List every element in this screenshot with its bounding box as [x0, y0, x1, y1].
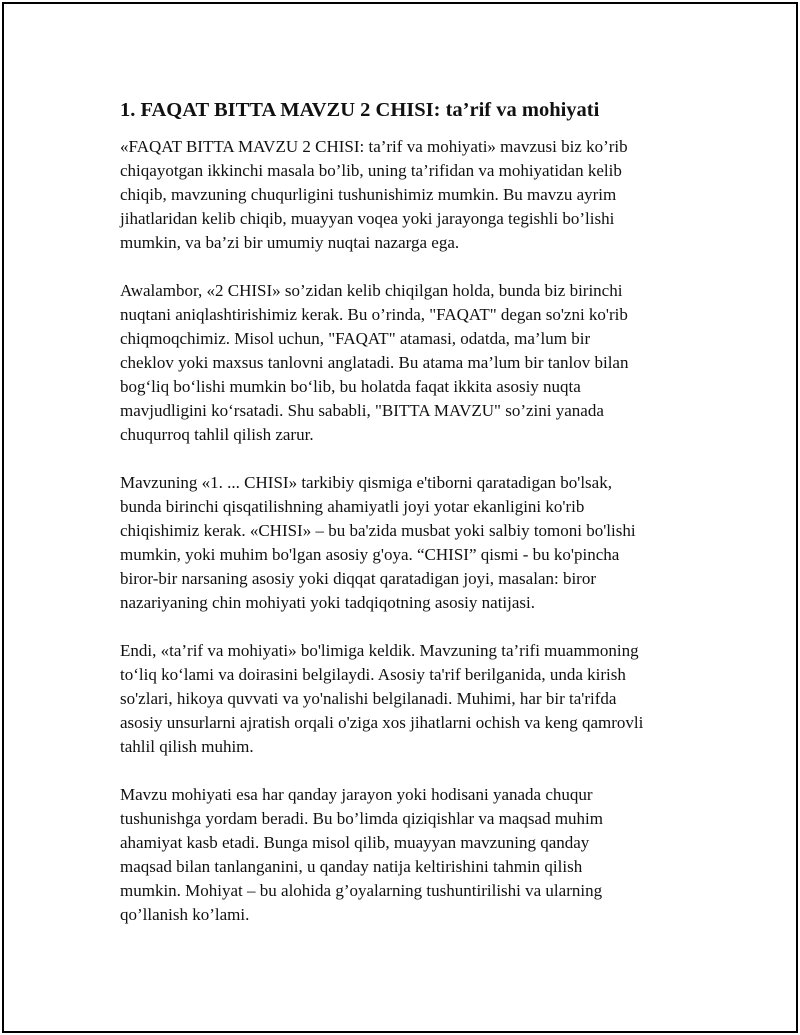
paragraph-line: mumkin, yoki muhim bo'lgan asosiy g'oya. “CHISI” qismi - bu ko'pincha — [120, 545, 620, 564]
paragraph-line: asosiy unsurlarni ajratish orqali o'ziga xos jihatlarni ochish va keng qamrovli — [120, 713, 644, 732]
paragraph-line: chuqurroq tahlil qilish zarur. — [120, 425, 314, 444]
paragraph-line: chiqishimiz kerak. «CHISI» – bu ba'zida musbat yoki salbiy tomoni bo'lishi — [120, 521, 636, 540]
paragraph-4 — [120, 639, 700, 759]
paragraph-line: to‘liq ko‘lami va doirasini belgilaydi. Asosiy ta'rif berilganida, unda kirish — [120, 665, 626, 684]
paragraph-line: mumkin. Mohiyat – bu alohida g’oyalarning tushuntirilishi va ularning — [120, 881, 603, 900]
paragraph-line: bunda birinchi qisqatilishning ahamiyatli joyi yotar ekanligini ko'rib — [120, 497, 585, 516]
document-body — [120, 97, 700, 951]
document-title: 1. FAQAT BITTA MAVZU 2 CHISI: ta’rif va mohiyati — [120, 99, 600, 121]
paragraph-5 — [120, 783, 700, 927]
paragraph-2 — [120, 279, 700, 447]
paragraph-line: jihatlaridan kelib chiqib, muayyan voqea yoki jarayonga tegishli bo’lishi — [120, 209, 615, 228]
paragraph-line: chiqib, mavzuning chuqurligini tushunishimiz mumkin. Bu mavzu ayrim — [120, 185, 617, 204]
paragraph-line: «FAQAT BITTA MAVZU 2 CHISI: ta’rif va mohiyati» mavzusi biz ko’rib — [120, 137, 628, 156]
paragraph-line: nazariyaning chin mohiyati yoki tadqiqotning asosiy natijasi. — [120, 593, 536, 612]
paragraph-line: so'zlari, hikoya quvvati va yo'nalishi belgilanadi. Muhimi, har bir ta'rifda — [120, 689, 617, 708]
paragraph-line: tushunishga yordam beradi. Bu bo’limda qiziqishlar va maqsad muhim — [120, 809, 603, 828]
paragraph-line: tahlil qilish muhim. — [120, 737, 254, 756]
paragraph-line: Endi, «ta’rif va mohiyati» bo'limiga keldik. Mavzuning ta’rifi muammoning — [120, 641, 639, 660]
paragraph-1 — [120, 135, 700, 255]
paragraph-line: nuqtani aniqlashtirishimiz kerak. Bu o’rinda, "FAQAT" degan so'zni ko'rib — [120, 305, 628, 324]
paragraph-line: chiqayotgan ikkinchi masala bo’lib, uning ta’rifidan va mohiyatidan kelib — [120, 161, 622, 180]
paragraph-line: maqsad bilan tanlanganini, u qanday natija keltirishini tahmin qilish — [120, 857, 583, 876]
paragraph-line: mumkin, va ba’zi bir umumiy nuqtai nazarga ega. — [120, 233, 460, 252]
paragraph-3 — [120, 471, 700, 615]
paragraph-line: cheklov yoki maxsus tanlovni anglatadi. Bu atama ma’lum bir tanlov bilan — [120, 353, 629, 372]
paragraph-line: bog‘liq bo‘lishi mumkin bo‘lib, bu holatda faqat ikkita asosiy nuqta — [120, 377, 581, 396]
paragraph-line: chiqmoqchimiz. Misol uchun, "FAQAT" atamasi, odatda, ma’lum bir — [120, 329, 591, 348]
paragraph-line: mavjudligini ko‘rsatadi. Shu sababli, "BITTA MAVZU" so’zini yanada — [120, 401, 604, 420]
paragraph-line: Mavzuning «1. ... CHISI» tarkibiy qismiga e'tiborni qaratadigan bo'lsak, — [120, 473, 612, 492]
paragraph-line: Awalambor, «2 CHISI» so’zidan kelib chiqilgan holda, bunda biz birinchi — [120, 281, 623, 300]
document-page — [2, 2, 798, 1033]
paragraph-line: ahamiyat kasb etadi. Bunga misol qilib, muayyan mavzuning qanday — [120, 833, 590, 852]
paragraph-line: qo’llanish ko’lami. — [120, 905, 250, 924]
paragraph-line: Mavzu mohiyati esa har qanday jarayon yoki hodisani yanada chuqur — [120, 785, 593, 804]
paragraph-line: biror-bir narsaning asosiy yoki diqqat qaratadigan joyi, masalan: biror — [120, 569, 597, 588]
